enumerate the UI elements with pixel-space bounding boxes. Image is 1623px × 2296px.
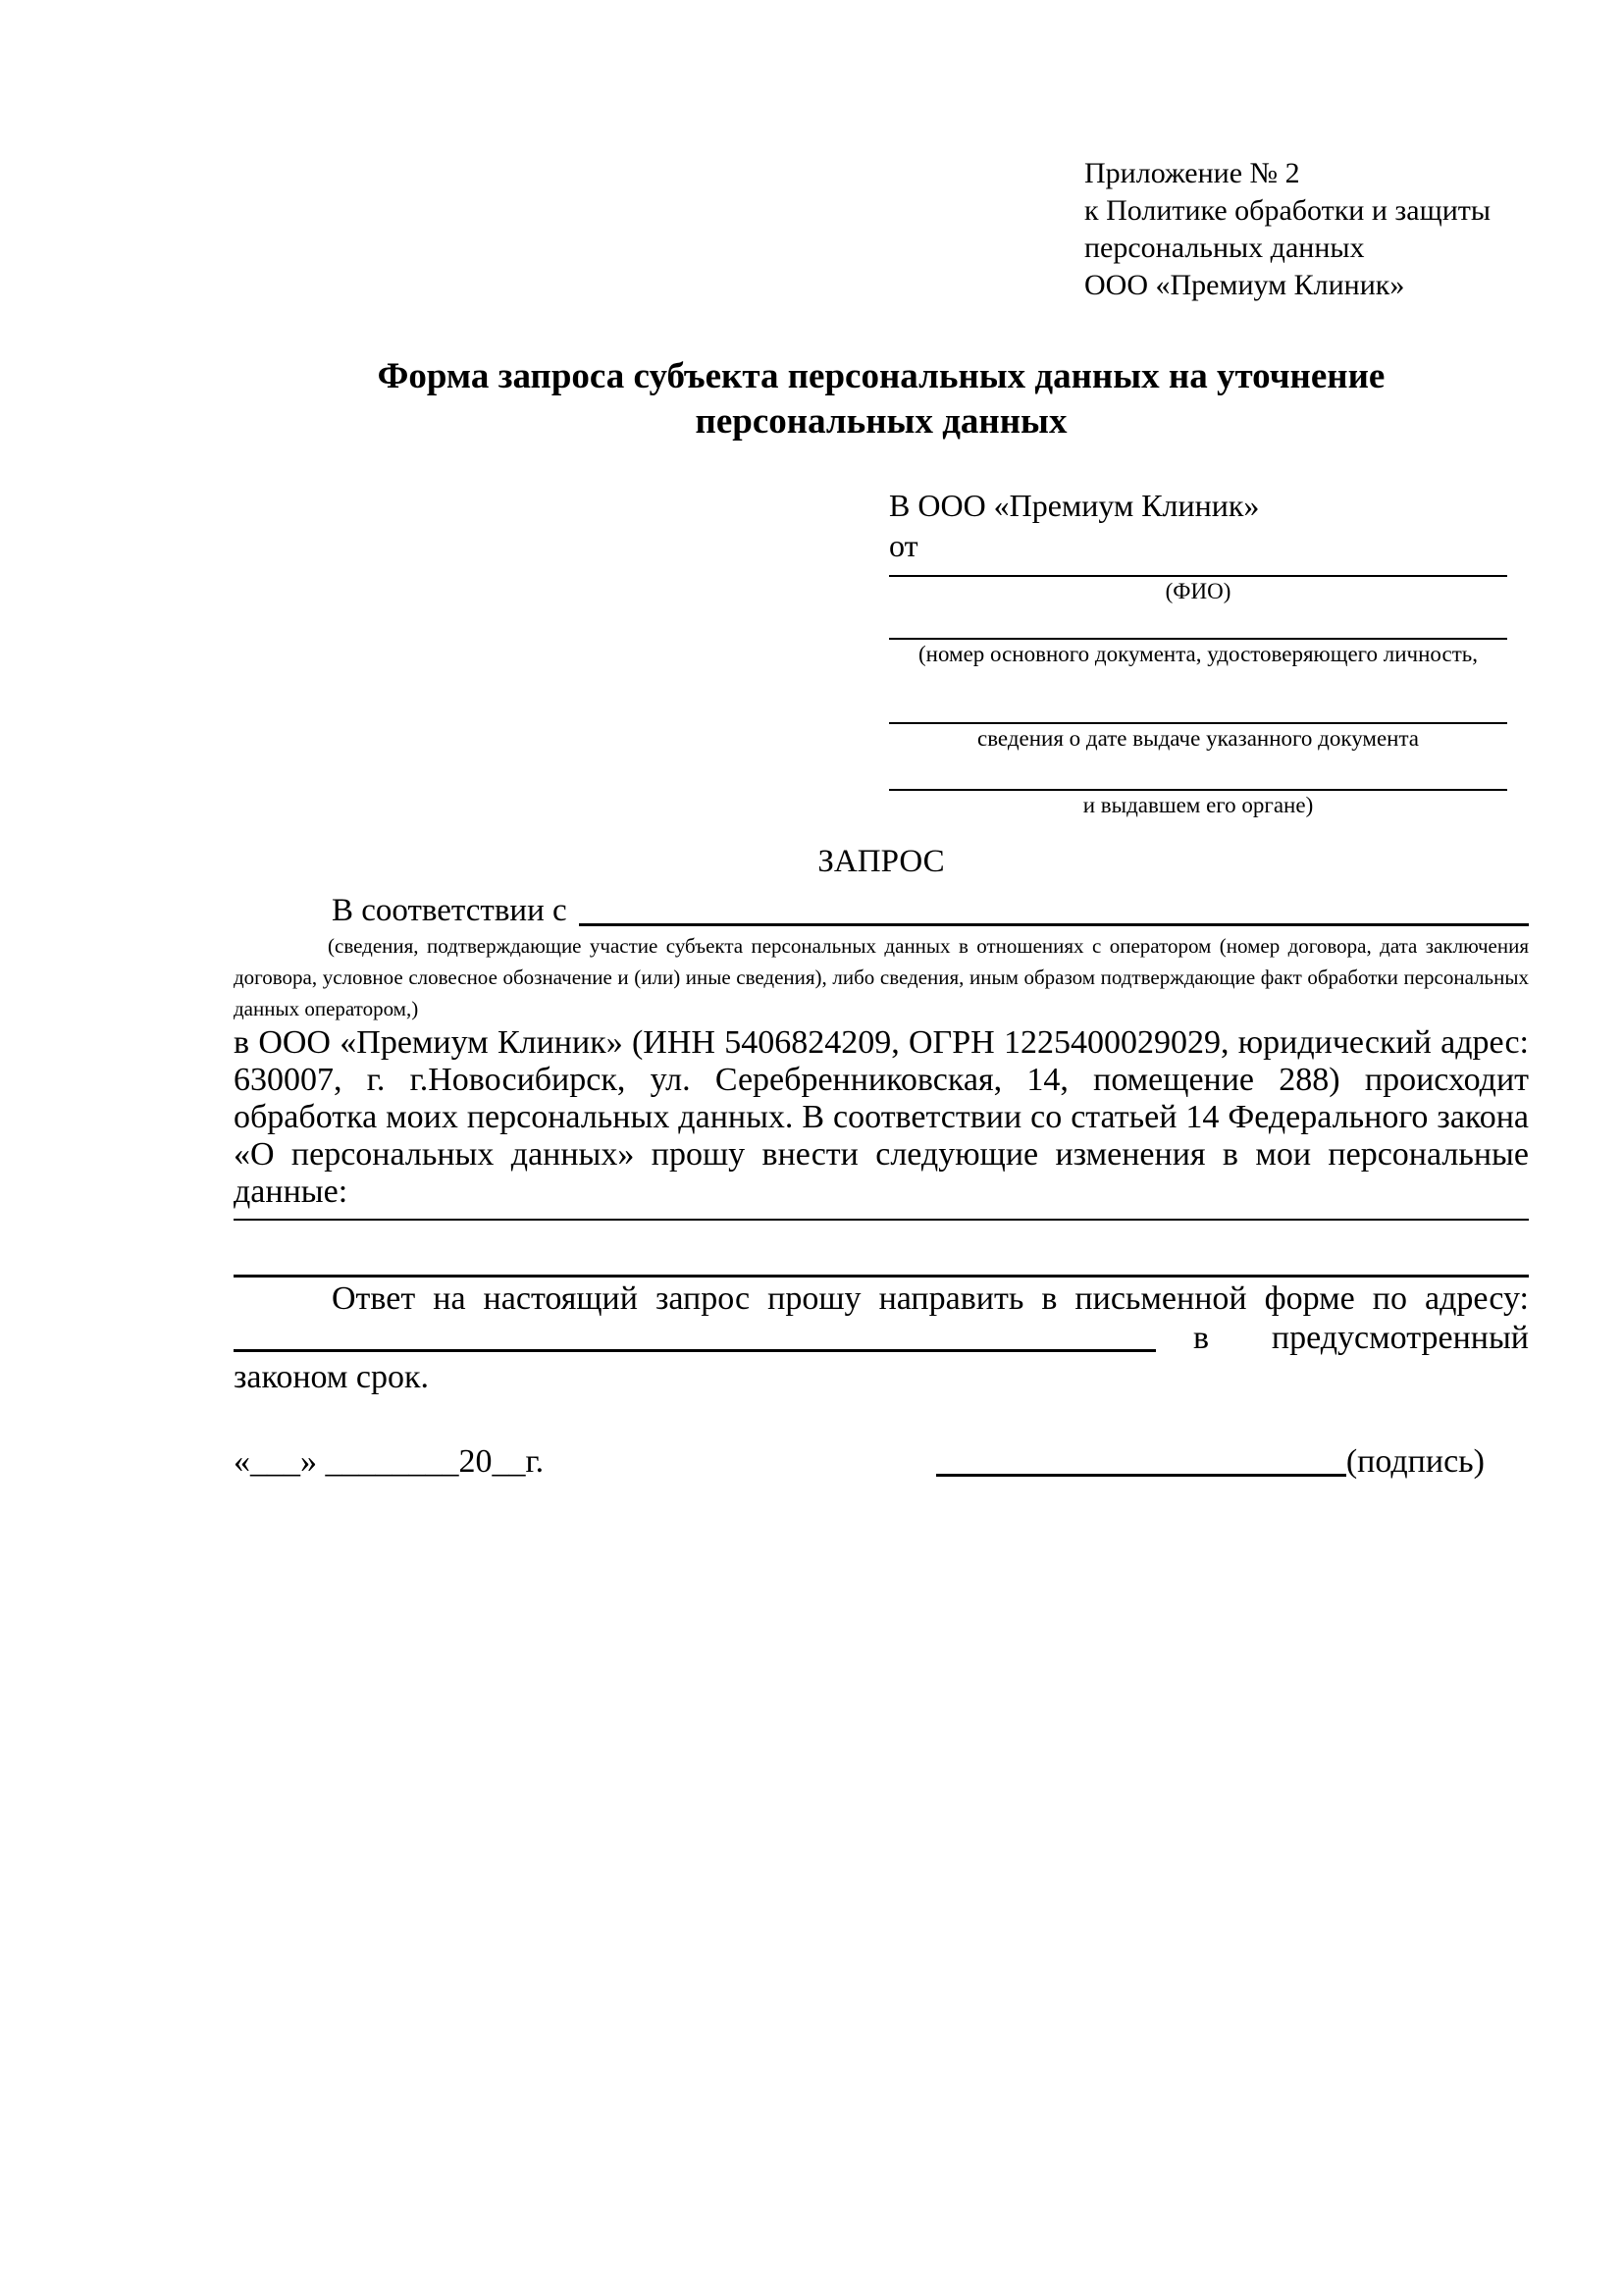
appendix-header-line: Приложение № 2 <box>1084 157 1300 189</box>
fio-blank-line[interactable] <box>889 566 1507 577</box>
changes-blank-line-1[interactable] <box>234 1219 1529 1221</box>
fio-caption: (ФИО) <box>1165 579 1231 603</box>
accordance-row <box>234 891 1529 930</box>
reply-word-predusmotrenny: предусмотренный <box>1271 1320 1529 1356</box>
accordance-label: В соответствии с <box>332 893 567 928</box>
addressee-block <box>889 486 1507 820</box>
issuing-authority-blank-line[interactable] <box>889 754 1507 791</box>
issue-date-blank-line[interactable] <box>889 669 1507 724</box>
signature-blank-line[interactable] <box>936 1474 1346 1477</box>
document-content <box>234 155 1529 1484</box>
issuing-authority-caption: и выдавшем его органе) <box>1082 793 1314 817</box>
changes-blank-line-2[interactable] <box>234 1275 1529 1278</box>
signature-caption: (подпись) <box>1345 1443 1485 1480</box>
request-body-paragraph: в ООО «Премиум Клиник» (ИНН 5406824209, ОГРН 1225400029029, юридический адрес: 630007, г. г.Новосибирск, ул. Серебренниковская, 14, помещение 288) происходит обработка моих персональных данных. В соответствии со статьей 14 Федерального закона «О персональных данных» прошу внести следующие изменения в мои персональные данные: <box>234 1024 1529 1210</box>
signature-row <box>234 1440 1529 1484</box>
addressee-to: В ООО «Премиум Клиник» <box>889 488 1260 523</box>
reply-tail <box>1156 1319 1529 1358</box>
document-title: Форма запроса субъекта персональных данных на уточнение персональных данных <box>377 356 1386 442</box>
date-fill-line[interactable]: «___» ________20__г. <box>234 1443 545 1480</box>
signature-area <box>936 1440 1485 1484</box>
request-heading: ЗАПРОС <box>817 844 945 879</box>
accordance-blank-line[interactable] <box>579 923 1529 926</box>
issue-date-caption: сведения о дате выдаче указанного документа <box>976 726 1420 751</box>
addressee-from-label: от <box>889 528 918 563</box>
reply-address-row <box>234 1319 1529 1358</box>
reply-paragraph: Ответ на настоящий запрос прошу направить в письменной форме по адресу: <box>332 1280 1529 1317</box>
reply-address-blank-line[interactable] <box>234 1349 1156 1352</box>
document-number-blank-line[interactable] <box>889 606 1507 640</box>
appendix-header-line: ООО «Премиум Клиник» <box>1084 269 1405 301</box>
appendix-header-line: к Политике обработки и защиты <box>1084 194 1492 227</box>
appendix-header-block <box>1084 155 1529 304</box>
reply-word-v: в <box>1193 1320 1210 1356</box>
reply-closing-line: законом срок. <box>234 1359 429 1395</box>
appendix-header-line: персональных данных <box>1084 232 1365 264</box>
document-number-caption: (номер основного документа, удостоверяющего личность, <box>917 642 1478 666</box>
fine-print-note: (сведения, подтверждающие участие субъекта персональных данных в отношениях с оператором (номер договора, дата заключения договора, условное словесное обозначение и (или) иные сведения), либо сведения, иным образом подтверждающие факт обработки персональных данных оператором,) <box>234 934 1529 1020</box>
